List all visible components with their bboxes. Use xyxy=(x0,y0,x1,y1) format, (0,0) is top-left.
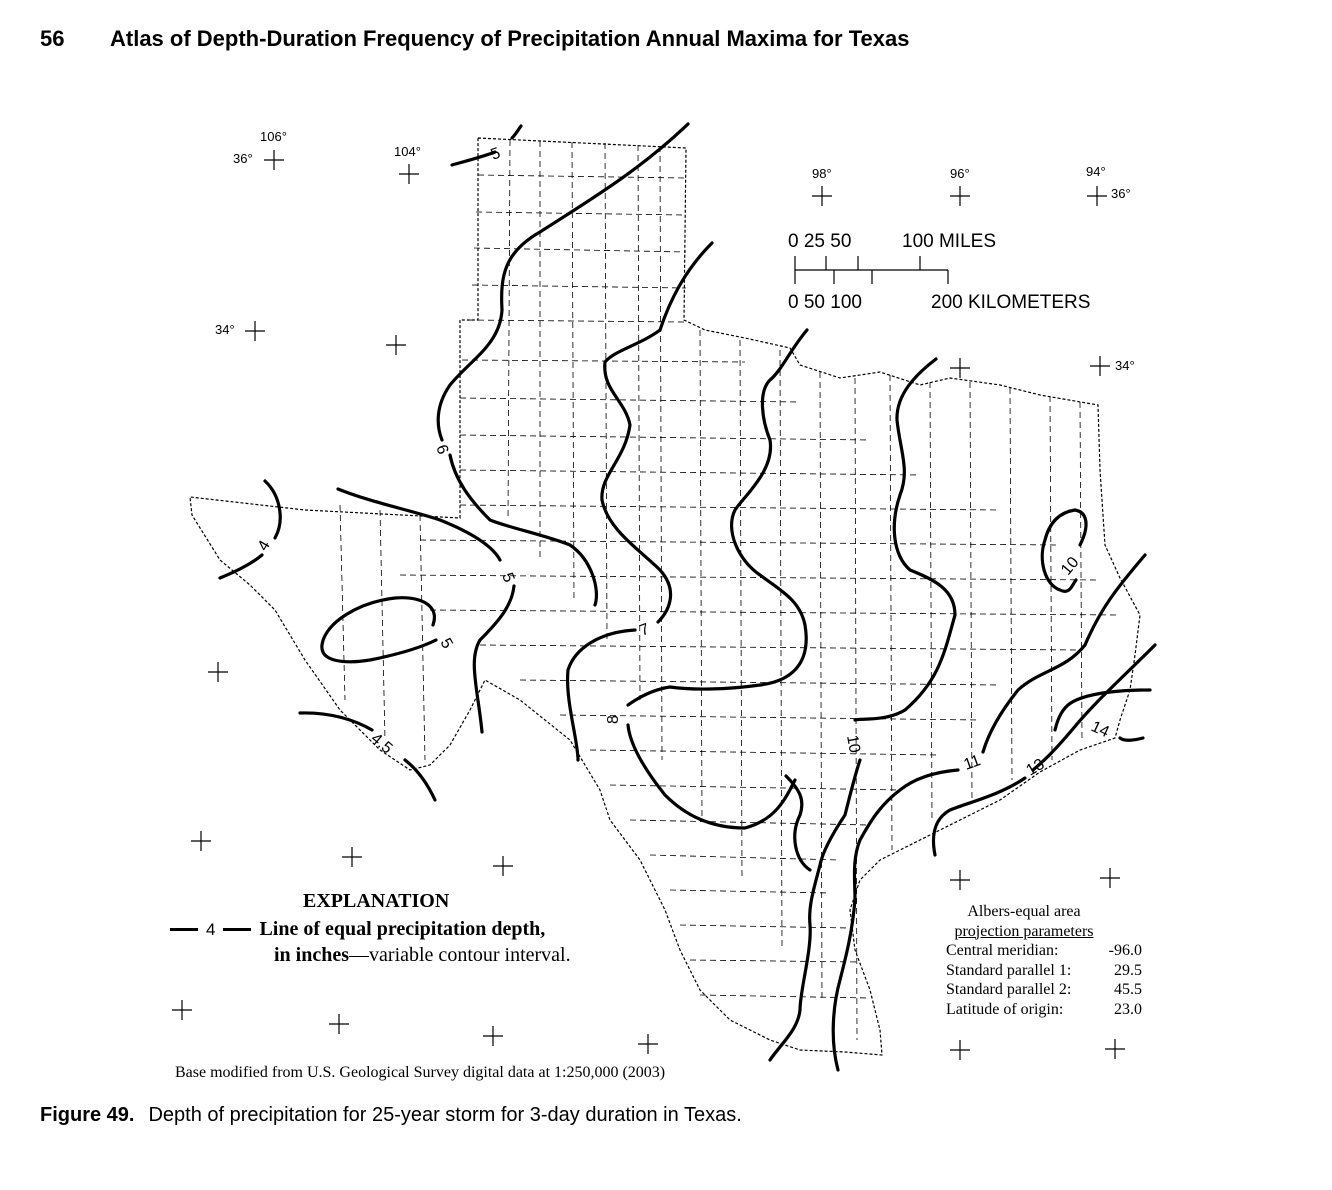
contour-label-10-mid: 10 xyxy=(843,733,863,755)
figure-caption-text: Depth of precipitation for 25-year storm for 3-day duration in Texas. xyxy=(148,1104,742,1126)
projection-parameters xyxy=(946,902,1146,1019)
contour-label-5-top: 5 xyxy=(488,144,503,164)
lon-104-label: 104° xyxy=(394,144,421,159)
legend-line-left xyxy=(170,928,198,931)
lon-98-label: 98° xyxy=(812,166,832,181)
contour-label-13: 13 xyxy=(1023,755,1048,780)
lon-96-label: 96° xyxy=(950,166,970,181)
contour-5-mid xyxy=(338,489,514,732)
legend-line-right xyxy=(223,928,251,931)
contour-label-8: 8 xyxy=(605,715,622,724)
contour-7 xyxy=(568,243,712,760)
explanation-line-2 xyxy=(274,944,571,967)
projection-row xyxy=(946,1000,1142,1020)
explanation-title: EXPLANATION xyxy=(303,890,450,912)
legend-description: Line of equal precipitation depth, xyxy=(259,918,546,940)
graticule-labels xyxy=(215,129,1135,373)
projection-row-label: Standard parallel 2: xyxy=(946,981,1072,998)
explanation-legend-row xyxy=(170,918,545,941)
page-number: 56 xyxy=(40,26,65,51)
legend-sample-value: 4 xyxy=(206,919,216,939)
contour-label-7: 7 xyxy=(637,620,652,640)
lat-34-left-label: 34° xyxy=(215,322,235,337)
projection-row xyxy=(946,980,1142,1000)
contour-10-east xyxy=(1042,510,1086,591)
projection-row xyxy=(946,941,1142,961)
base-data-credit: Base modified from U.S. Geological Survey digital data at 1:250,000 (2003) xyxy=(175,1064,666,1081)
lat-36-left-label: 36° xyxy=(233,151,253,166)
contour-4 xyxy=(220,481,280,578)
contour-label-5-mid: 5 xyxy=(498,570,518,585)
contour-5-loop xyxy=(322,598,436,662)
contour-10-mid xyxy=(770,359,955,1060)
scale-bar xyxy=(788,231,1090,313)
figure-label: Figure 49. xyxy=(40,1104,135,1126)
contour-label-11: 11 xyxy=(961,752,983,774)
lon-106-label: 106° xyxy=(260,129,287,144)
scale-km-label: 200 KILOMETERS xyxy=(931,292,1091,313)
running-head-title: Atlas of Depth-Duration Frequency of Precipitation Annual Maxima for Texas xyxy=(110,26,910,51)
projection-row-label: Standard parallel 1: xyxy=(946,961,1072,979)
projection-row-value: 45.5 xyxy=(1114,981,1142,998)
projection-row-value: -96.0 xyxy=(1108,942,1142,959)
projection-subtitle: projection parameters xyxy=(954,922,1094,940)
contour-label-4: 4 xyxy=(254,537,274,554)
projection-row xyxy=(946,961,1142,981)
contour-13 xyxy=(934,645,1155,855)
legend-units: in inches xyxy=(274,944,350,966)
scale-km-ticks: 0 50 100 xyxy=(788,292,862,313)
contour-label-14: 14 xyxy=(1088,718,1112,742)
contour-label-5-loop: 5 xyxy=(436,635,456,652)
projection-row-value: 23.0 xyxy=(1114,1000,1142,1018)
contour-5-top xyxy=(452,126,521,165)
figure-caption xyxy=(40,1104,742,1127)
contour-6 xyxy=(438,124,688,605)
scale-miles-ticks: 0 25 50 xyxy=(788,231,852,252)
projection-title: Albers-equal area xyxy=(967,903,1081,920)
lat-36-right-label: 36° xyxy=(1111,186,1131,201)
lon-94-label: 94° xyxy=(1086,164,1106,179)
scale-miles-label: 100 MILES xyxy=(902,231,996,252)
contour-label-6: 6 xyxy=(432,442,452,457)
lat-34-right-label: 34° xyxy=(1115,358,1135,373)
contour-4-5 xyxy=(300,713,435,800)
contour-label-10-east: 10 xyxy=(1058,554,1083,579)
projection-row-label: Latitude of origin: xyxy=(946,1000,1064,1018)
legend-interval-note: —variable contour interval. xyxy=(349,944,571,966)
projection-row-label: Central meridian: xyxy=(946,942,1059,959)
projection-row-value: 29.5 xyxy=(1114,961,1142,979)
contour-label-4-5: 4.5 xyxy=(367,730,396,758)
